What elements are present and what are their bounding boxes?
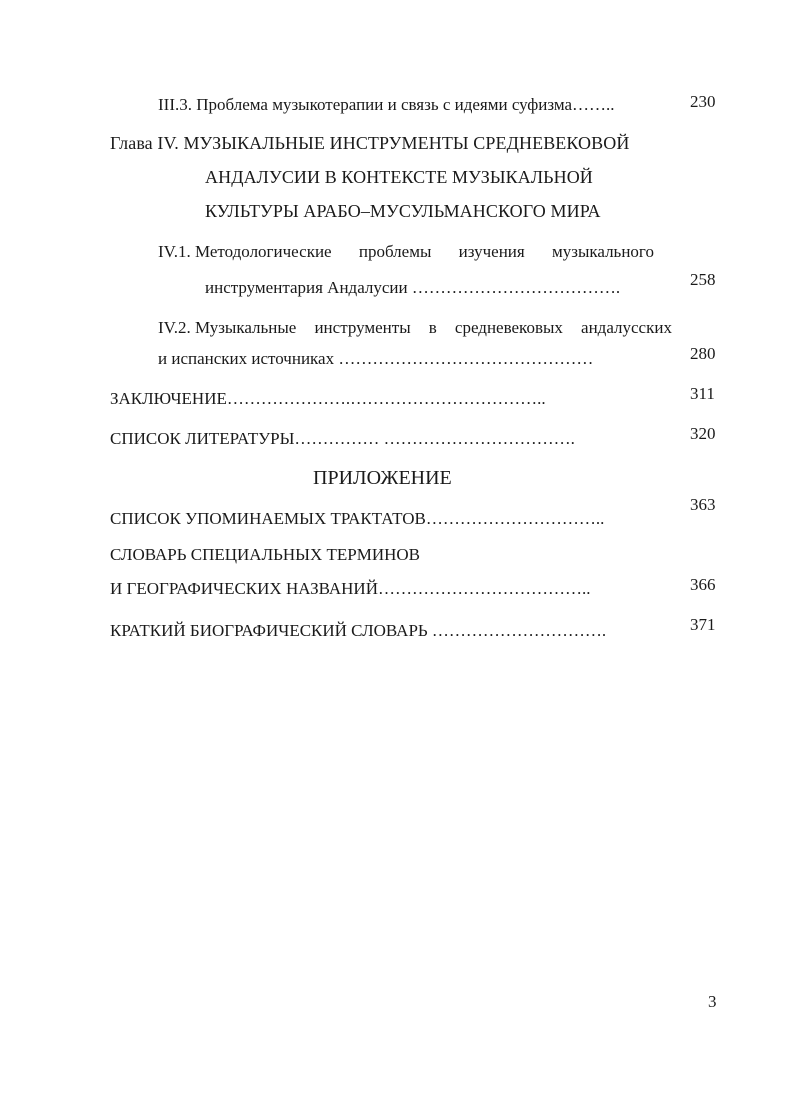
toc-page-iv-1: 258 [690, 270, 716, 289]
toc-page-glossary: 366 [690, 575, 716, 594]
word: средневековых [454, 318, 563, 337]
word: IV.2. Музыкальные [158, 318, 297, 337]
toc-page-biography: 371 [690, 615, 716, 634]
word: проблемы [358, 242, 432, 261]
page-number: 3 [708, 992, 717, 1011]
word: инструменты [314, 318, 411, 337]
toc-page-iv-2: 280 [690, 344, 716, 363]
word: музыкального [551, 242, 654, 261]
toc-entry-iv-2-line1 [158, 318, 672, 338]
toc-entry-iv-1-line1 [158, 242, 654, 262]
toc-entry-iv-1-line2: инструментария Андалусии ………………………………. [205, 278, 621, 297]
word: IV.1. Методологические [158, 242, 332, 261]
toc-entry-biography: КРАТКИЙ БИОГРАФИЧЕСКИЙ СЛОВАРЬ …………………………. [110, 621, 607, 640]
toc-page-conclusion: 311 [690, 384, 715, 403]
toc-entry-iii-3: III.3. Проблема музыкотерапии и связь с идеями суфизма…….. [158, 95, 615, 114]
word: андалусских [581, 318, 672, 337]
toc-entry-glossary-line1: СЛОВАРЬ СПЕЦИАЛЬНЫХ ТЕРМИНОВ [110, 545, 420, 564]
toc-entry-glossary-line2: И ГЕОГРАФИЧЕСКИХ НАЗВАНИЙ……………………………….. [110, 579, 591, 598]
chapter-4-title-line3: КУЛЬТУРЫ АРАБО–МУСУЛЬМАНСКОГО МИРА [205, 201, 601, 221]
toc-entry-iv-2-line2: и испанских источниках ……………………………………… [158, 349, 594, 368]
toc-page-treatises: 363 [690, 495, 716, 514]
toc-page-iii-3: 230 [690, 92, 716, 111]
chapter-4-title-line1: Глава IV. МУЗЫКАЛЬНЫЕ ИНСТРУМЕНТЫ СРЕДНЕВЕКОВОЙ [110, 133, 630, 153]
word: изучения [458, 242, 525, 261]
toc-entry-conclusion: ЗАКЛЮЧЕНИЕ………………….…………………………….. [110, 389, 546, 408]
toc-entry-treatises: СПИСОК УПОМИНАЕМЫХ ТРАКТАТОВ………………………….. [110, 509, 605, 528]
toc-page-literature: 320 [690, 424, 716, 443]
word: в [428, 318, 437, 337]
chapter-4-title-line2: АНДАЛУСИИ В КОНТЕКСТЕ МУЗЫКАЛЬНОЙ [205, 167, 593, 187]
toc-entry-literature: СПИСОК ЛИТЕРАТУРЫ…………… ……………………………. [110, 429, 575, 448]
appendix-heading: ПРИЛОЖЕНИЕ [313, 467, 452, 489]
